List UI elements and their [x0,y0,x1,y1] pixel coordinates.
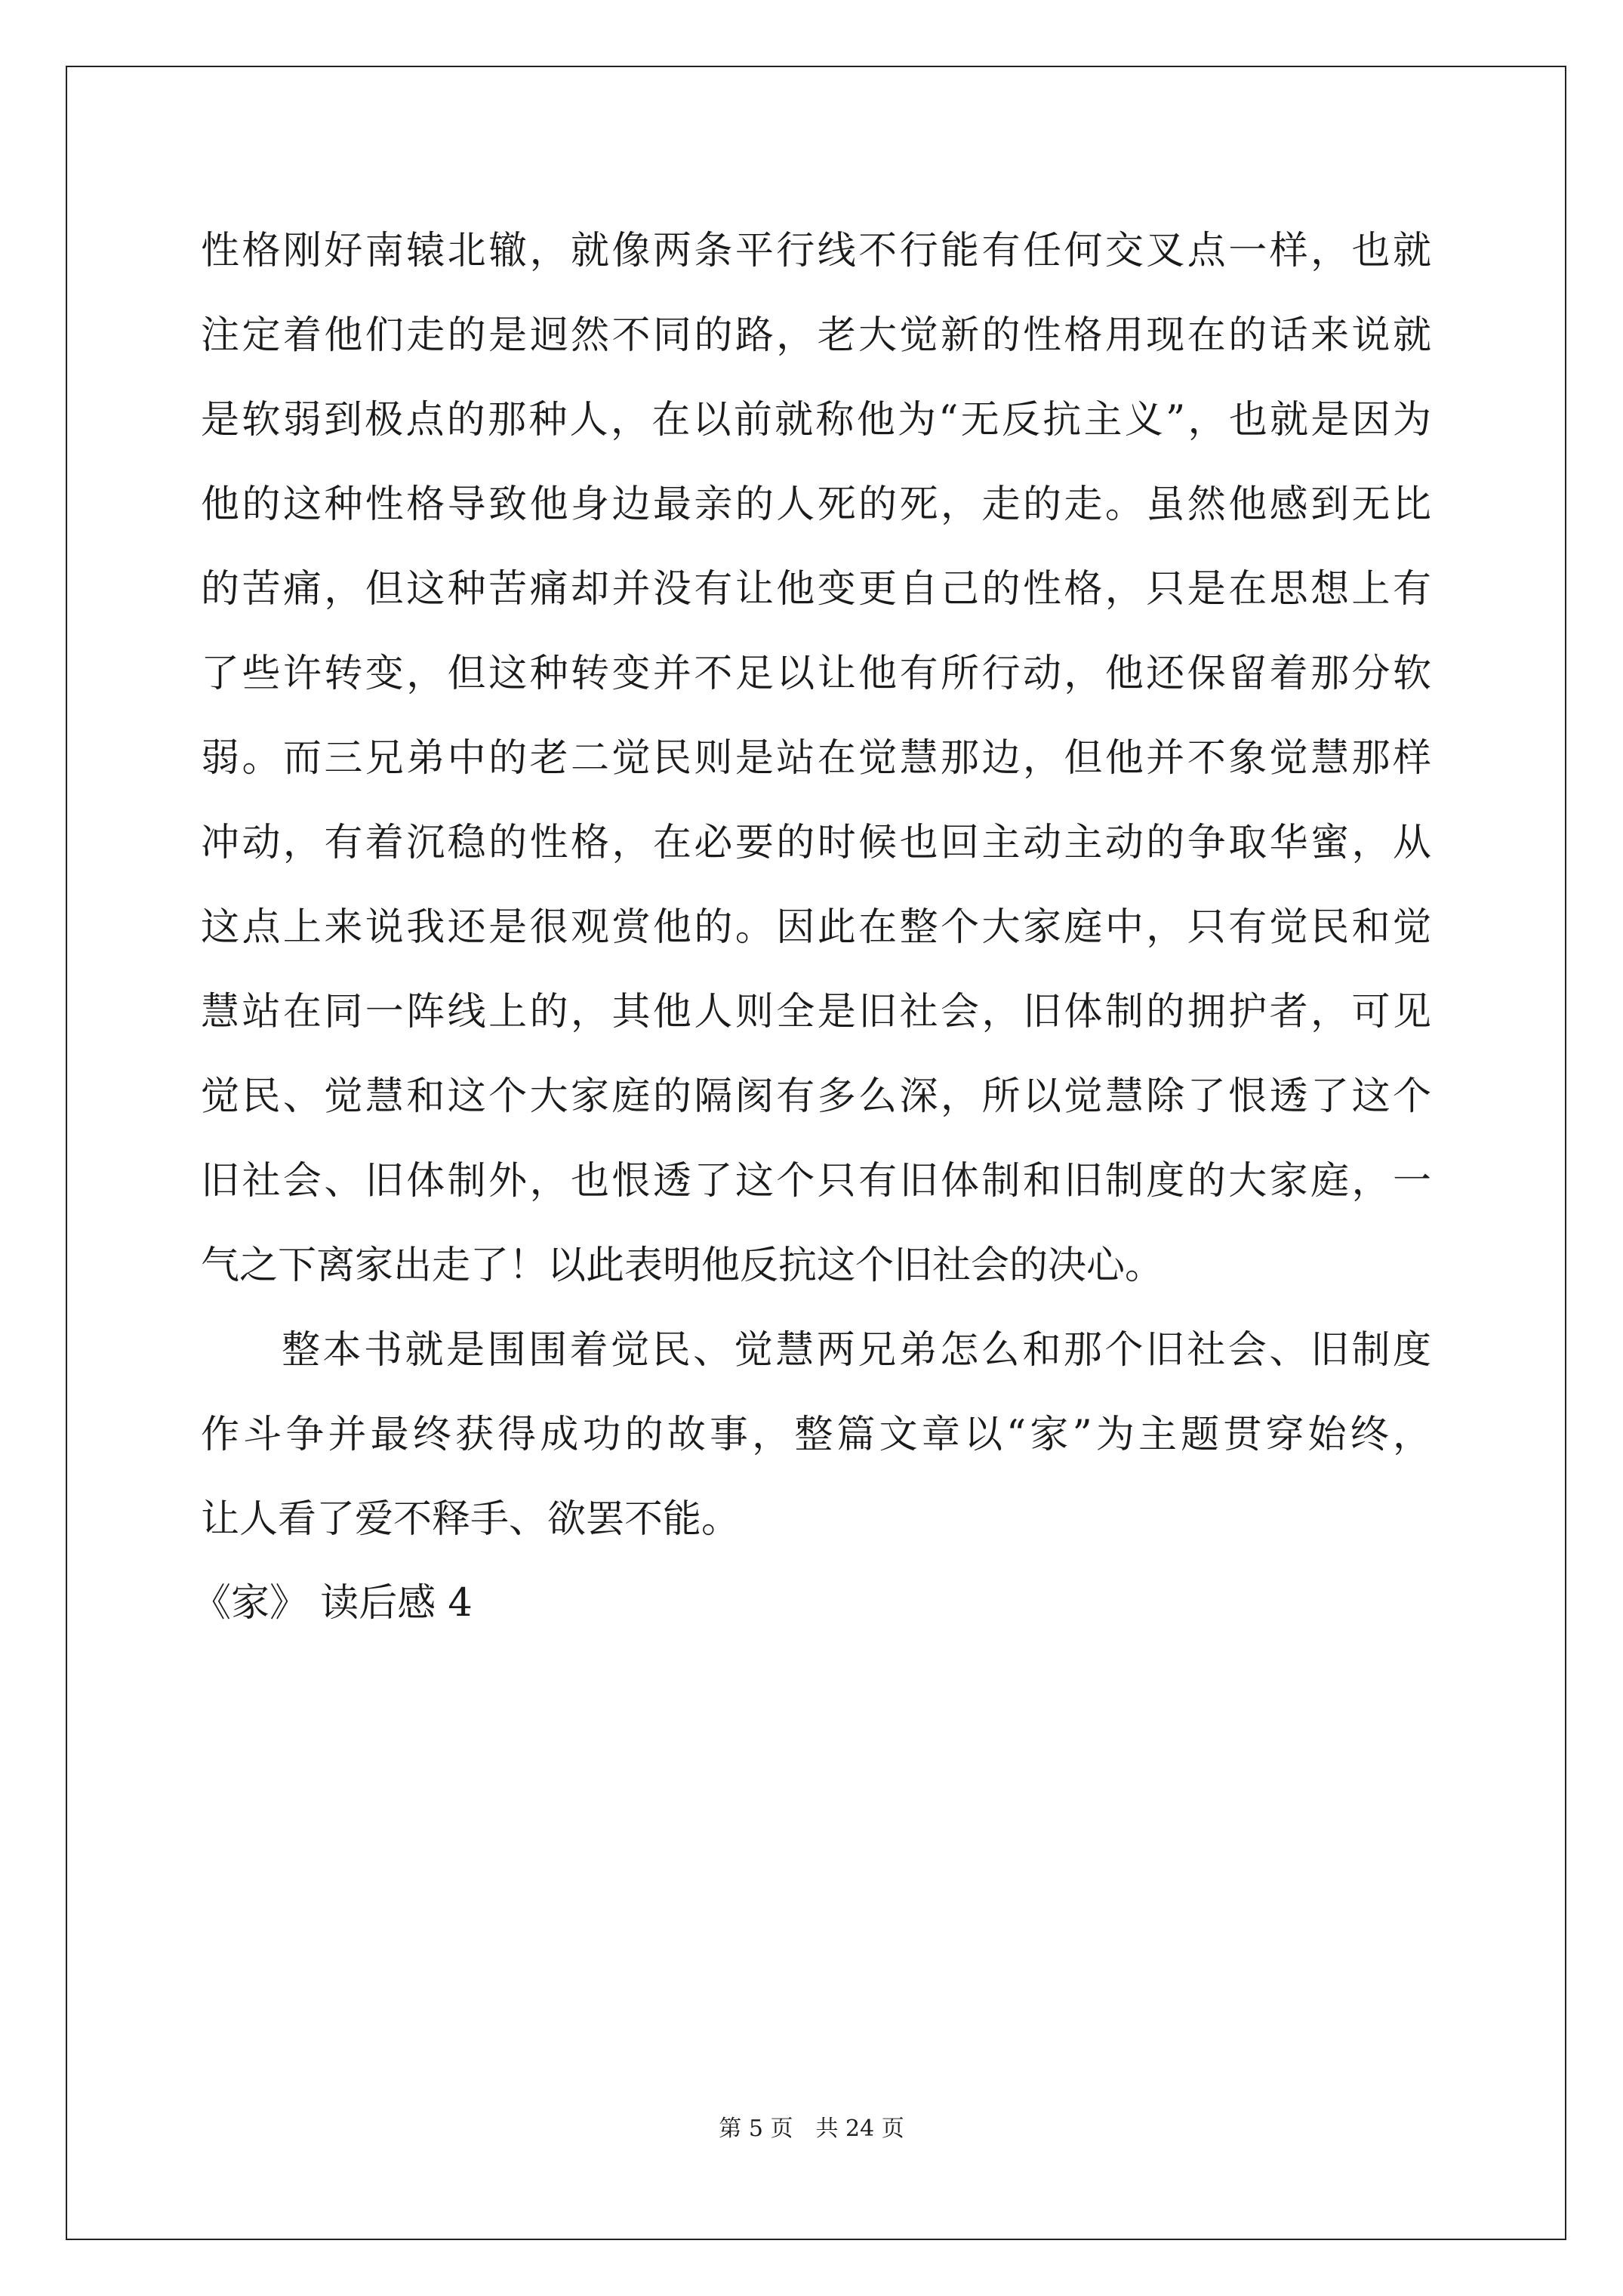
text-line: 整本书就是围围着觉民、觉慧两兄弟怎么和那个旧社会、旧制度 [282,1328,1431,1373]
text-line: 冲动，有着沉稳的性格，在必要的时候也回主动主动的争取华蜜，从 [201,821,1431,865]
text-line: 慧站在同一阵线上的，其他人则全是旧社会，旧体制的拥护者，可见 [201,990,1431,1034]
page-border [66,66,1566,2240]
text-line: 弱。而三兄弟中的老二觉民则是站在觉慧那边，但他并不象觉慧那样 [201,736,1431,781]
text-line: 的苦痛，但这种苦痛却并没有让他变更自己的性格，只是在思想上有 [201,567,1431,612]
text-line: 觉民、觉慧和这个大家庭的隔阂有多么深，所以觉慧除了恨透了这个 [201,1074,1431,1119]
text-line: 旧社会、旧体制外，也恨透了这个只有旧体制和旧制度的大家庭，一 [201,1159,1431,1203]
page-footer: 第 5 页 共 24 页 [719,2116,904,2142]
text-line: 作斗争并最终获得成功的故事，整篇文章以“家”为主题贯穿始终， [201,1413,1431,1457]
text-line: 注定着他们走的是迥然不同的路，老大觉新的性格用现在的话来说就 [201,313,1431,358]
text-line: 了些许转变，但这种转变并不足以让他有所行动，他还保留着那分软 [201,652,1431,696]
text-line: 性格刚好南辕北辙，就像两条平行线不行能有任何交叉点一样，也就 [201,229,1431,273]
text-line: 这点上来说我还是很观赏他的。因此在整个大家庭中，只有觉民和觉 [201,905,1431,950]
text-line: 是软弱到极点的那种人，在以前就称他为“无反抗主义”，也就是因为 [201,398,1431,442]
text-line: 气之下离家出走了！以此表明他反抗这个旧社会的决心。 [201,1244,1164,1288]
text-line: 让人看了爱不释手、欲罢不能。 [201,1497,741,1542]
section-heading: 《家》 读后感 4 [192,1581,473,1626]
text-line: 他的这种性格导致他身边最亲的人死的死，走的走。虽然他感到无比 [201,482,1431,527]
